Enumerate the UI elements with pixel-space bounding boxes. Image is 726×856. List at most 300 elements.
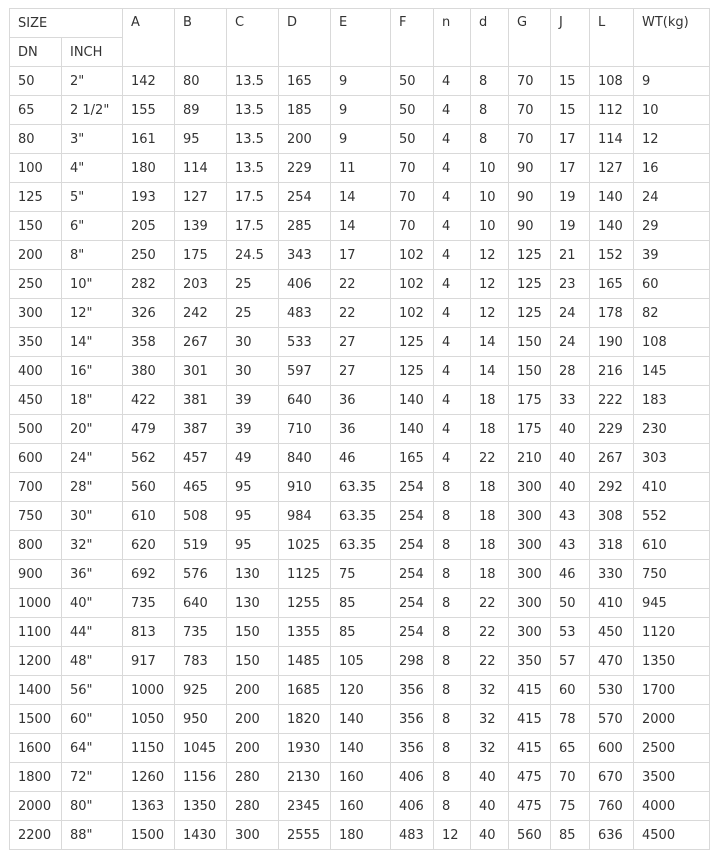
table-cell: 1500 [123, 821, 175, 850]
table-cell: 610 [634, 531, 710, 560]
table-cell: 410 [590, 589, 634, 618]
table-cell: 610 [123, 502, 175, 531]
table-cell: 160 [331, 792, 391, 821]
table-cell: 4 [434, 241, 471, 270]
table-row [10, 734, 710, 763]
table-cell: 1200 [10, 647, 62, 676]
table-cell: 165 [391, 444, 434, 473]
col-header-l: L [590, 9, 634, 67]
table-cell: 19 [551, 183, 590, 212]
table-cell: 108 [590, 67, 634, 96]
table-cell: 620 [123, 531, 175, 560]
table-cell: 552 [634, 502, 710, 531]
table-cell: 70 [391, 154, 434, 183]
table-cell: 65 [551, 734, 590, 763]
table-cell: 22 [331, 299, 391, 328]
table-cell: 16" [62, 357, 123, 386]
table-cell: 64" [62, 734, 123, 763]
table-cell: 308 [590, 502, 634, 531]
table-cell: 2" [62, 67, 123, 96]
table-cell: 32 [471, 676, 509, 705]
table-cell: 10 [471, 183, 509, 212]
table-row [10, 444, 710, 473]
table-cell: 22 [471, 647, 509, 676]
table-cell: 8 [434, 473, 471, 502]
table-cell: 1363 [123, 792, 175, 821]
table-cell: 570 [590, 705, 634, 734]
table-cell: 15 [551, 67, 590, 96]
table-cell: 750 [10, 502, 62, 531]
table-cell: 422 [123, 386, 175, 415]
table-cell: 576 [175, 560, 227, 589]
table-cell: 18 [471, 560, 509, 589]
table-cell: 8 [434, 502, 471, 531]
table-cell: 205 [123, 212, 175, 241]
table-cell: 600 [10, 444, 62, 473]
table-cell: 8 [434, 589, 471, 618]
table-cell: 250 [123, 241, 175, 270]
table-cell: 465 [175, 473, 227, 502]
table-cell: 102 [391, 241, 434, 270]
table-cell: 917 [123, 647, 175, 676]
col-header-n: n [434, 9, 471, 67]
dimension-table [9, 8, 710, 850]
table-cell: 14 [331, 212, 391, 241]
table-cell: 102 [391, 270, 434, 299]
table-cell: 24.5 [227, 241, 279, 270]
table-row [10, 589, 710, 618]
table-cell: 450 [10, 386, 62, 415]
table-cell: 483 [279, 299, 331, 328]
table-cell: 9 [634, 67, 710, 96]
table-cell: 40 [471, 763, 509, 792]
table-cell: 8 [434, 618, 471, 647]
col-header-e: E [331, 9, 391, 67]
table-cell: 9 [331, 96, 391, 125]
size-header: SIZE [10, 9, 123, 38]
table-cell: 40 [551, 415, 590, 444]
table-cell: 125 [509, 299, 551, 328]
col-header-d: D [279, 9, 331, 67]
table-cell: 20" [62, 415, 123, 444]
table-cell: 193 [123, 183, 175, 212]
table-cell: 10 [634, 96, 710, 125]
table-cell: 75 [331, 560, 391, 589]
table-cell: 60 [634, 270, 710, 299]
table-cell: 950 [175, 705, 227, 734]
table-cell: 640 [279, 386, 331, 415]
table-cell: 300 [509, 473, 551, 502]
table-cell: 1100 [10, 618, 62, 647]
table-cell: 285 [279, 212, 331, 241]
table-cell: 39 [227, 386, 279, 415]
table-cell: 72" [62, 763, 123, 792]
table-cell: 24 [551, 328, 590, 357]
col-header-dn: DN [10, 38, 62, 67]
table-row [10, 705, 710, 734]
table-cell: 13.5 [227, 125, 279, 154]
table-cell: 813 [123, 618, 175, 647]
table-cell: 267 [175, 328, 227, 357]
table-cell: 15 [551, 96, 590, 125]
table-cell: 40 [471, 821, 509, 850]
table-cell: 406 [391, 792, 434, 821]
table-cell: 39 [227, 415, 279, 444]
table-cell: 12" [62, 299, 123, 328]
table-cell: 1800 [10, 763, 62, 792]
table-cell: 145 [634, 357, 710, 386]
header-row [10, 9, 710, 38]
table-cell: 203 [175, 270, 227, 299]
table-cell: 12 [634, 125, 710, 154]
table-cell: 43 [551, 531, 590, 560]
table-cell: 216 [590, 357, 634, 386]
table-cell: 8 [434, 647, 471, 676]
table-cell: 39 [634, 241, 710, 270]
table-cell: 53 [551, 618, 590, 647]
table-cell: 500 [10, 415, 62, 444]
table-cell: 406 [279, 270, 331, 299]
table-cell: 130 [227, 589, 279, 618]
table-cell: 70 [509, 67, 551, 96]
table-cell: 925 [175, 676, 227, 705]
table-cell: 80" [62, 792, 123, 821]
table-cell: 50 [391, 96, 434, 125]
table-cell: 14 [331, 183, 391, 212]
table-cell: 125 [10, 183, 62, 212]
table-cell: 1400 [10, 676, 62, 705]
table-cell: 22 [331, 270, 391, 299]
table-cell: 10" [62, 270, 123, 299]
table-row [10, 560, 710, 589]
table-cell: 318 [590, 531, 634, 560]
table-cell: 222 [590, 386, 634, 415]
table-row [10, 357, 710, 386]
table-cell: 102 [391, 299, 434, 328]
table-cell: 155 [123, 96, 175, 125]
table-cell: 1260 [123, 763, 175, 792]
table-cell: 27 [331, 357, 391, 386]
table-cell: 108 [634, 328, 710, 357]
table-cell: 95 [227, 531, 279, 560]
table-cell: 415 [509, 734, 551, 763]
table-cell: 8 [434, 676, 471, 705]
table-cell: 70 [509, 96, 551, 125]
table-cell: 150 [509, 328, 551, 357]
table-cell: 185 [279, 96, 331, 125]
table-cell: 12 [471, 299, 509, 328]
table-cell: 85 [331, 589, 391, 618]
table-cell: 150 [227, 618, 279, 647]
table-cell: 27 [331, 328, 391, 357]
table-cell: 700 [10, 473, 62, 502]
table-cell: 17 [551, 125, 590, 154]
col-header-c: C [227, 9, 279, 67]
table-cell: 1350 [175, 792, 227, 821]
table-cell: 300 [10, 299, 62, 328]
col-header-inch: INCH [62, 38, 123, 67]
table-cell: 95 [175, 125, 227, 154]
table-row [10, 212, 710, 241]
table-cell: 175 [509, 415, 551, 444]
table-cell: 254 [279, 183, 331, 212]
table-cell: 17 [331, 241, 391, 270]
table-cell: 282 [123, 270, 175, 299]
table-cell: 200 [227, 705, 279, 734]
table-cell: 200 [227, 676, 279, 705]
table-cell: 1025 [279, 531, 331, 560]
table-cell: 6" [62, 212, 123, 241]
table-cell: 4 [434, 415, 471, 444]
table-cell: 326 [123, 299, 175, 328]
table-cell: 14 [471, 357, 509, 386]
table-cell: 12 [434, 821, 471, 850]
table-cell: 1600 [10, 734, 62, 763]
table-cell: 300 [509, 531, 551, 560]
table-cell: 200 [10, 241, 62, 270]
col-header-j: J [551, 9, 590, 67]
table-cell: 1820 [279, 705, 331, 734]
table-cell: 457 [175, 444, 227, 473]
table-cell: 125 [391, 328, 434, 357]
table-cell: 597 [279, 357, 331, 386]
table-cell: 100 [10, 154, 62, 183]
table-cell: 23 [551, 270, 590, 299]
table-cell: 2500 [634, 734, 710, 763]
table-cell: 18 [471, 531, 509, 560]
table-cell: 33 [551, 386, 590, 415]
table-cell: 4 [434, 386, 471, 415]
table-cell: 50 [551, 589, 590, 618]
table-cell: 25 [227, 270, 279, 299]
table-cell: 2345 [279, 792, 331, 821]
table-cell: 17 [551, 154, 590, 183]
table-cell: 140 [331, 705, 391, 734]
table-cell: 8 [434, 734, 471, 763]
table-cell: 380 [123, 357, 175, 386]
table-cell: 140 [331, 734, 391, 763]
table-cell: 36 [331, 386, 391, 415]
table-cell: 945 [634, 589, 710, 618]
table-cell: 8 [471, 125, 509, 154]
table-cell: 85 [331, 618, 391, 647]
table-cell: 4 [434, 212, 471, 241]
table-cell: 415 [509, 705, 551, 734]
table-cell: 18 [471, 502, 509, 531]
table-row [10, 154, 710, 183]
table-cell: 114 [590, 125, 634, 154]
table-cell: 735 [123, 589, 175, 618]
table-cell: 2555 [279, 821, 331, 850]
table-cell: 16 [634, 154, 710, 183]
table-cell: 127 [175, 183, 227, 212]
table-cell: 8 [471, 67, 509, 96]
table-cell: 63.35 [331, 531, 391, 560]
table-cell: 80 [175, 67, 227, 96]
table-cell: 1120 [634, 618, 710, 647]
table-cell: 242 [175, 299, 227, 328]
table-cell: 63.35 [331, 473, 391, 502]
table-cell: 160 [331, 763, 391, 792]
table-row [10, 125, 710, 154]
table-cell: 298 [391, 647, 434, 676]
table-cell: 36 [331, 415, 391, 444]
table-cell: 562 [123, 444, 175, 473]
table-cell: 24 [551, 299, 590, 328]
table-cell: 350 [10, 328, 62, 357]
table-cell: 210 [509, 444, 551, 473]
table-cell: 250 [10, 270, 62, 299]
table-cell: 1000 [10, 589, 62, 618]
table-cell: 49 [227, 444, 279, 473]
table-cell: 142 [123, 67, 175, 96]
table-cell: 21 [551, 241, 590, 270]
table-row [10, 328, 710, 357]
table-row [10, 618, 710, 647]
table-cell: 200 [279, 125, 331, 154]
table-cell: 1125 [279, 560, 331, 589]
table-cell: 140 [391, 386, 434, 415]
table-cell: 140 [590, 183, 634, 212]
table-cell: 254 [391, 531, 434, 560]
table-cell: 4 [434, 125, 471, 154]
table-cell: 70 [509, 125, 551, 154]
table-cell: 3500 [634, 763, 710, 792]
table-cell: 984 [279, 502, 331, 531]
table-cell: 406 [391, 763, 434, 792]
table-cell: 1700 [634, 676, 710, 705]
table-cell: 280 [227, 792, 279, 821]
table-cell: 8 [434, 531, 471, 560]
table-cell: 229 [590, 415, 634, 444]
table-row [10, 792, 710, 821]
table-cell: 692 [123, 560, 175, 589]
table-cell: 8 [434, 560, 471, 589]
table-row [10, 241, 710, 270]
table-cell: 40 [551, 444, 590, 473]
table-cell: 90 [509, 183, 551, 212]
table-cell: 32 [471, 734, 509, 763]
table-cell: 900 [10, 560, 62, 589]
table-cell: 178 [590, 299, 634, 328]
table-cell: 670 [590, 763, 634, 792]
table-cell: 356 [391, 734, 434, 763]
table-cell: 8 [434, 792, 471, 821]
table-cell: 175 [509, 386, 551, 415]
table-cell: 5" [62, 183, 123, 212]
table-cell: 46 [331, 444, 391, 473]
table-cell: 475 [509, 763, 551, 792]
table-cell: 254 [391, 502, 434, 531]
table-cell: 760 [590, 792, 634, 821]
table-cell: 50 [391, 125, 434, 154]
table-cell: 63.35 [331, 502, 391, 531]
table-cell: 88" [62, 821, 123, 850]
table-cell: 10 [471, 212, 509, 241]
table-cell: 82 [634, 299, 710, 328]
table-cell: 95 [227, 473, 279, 502]
table-cell: 254 [391, 560, 434, 589]
table-cell: 10 [471, 154, 509, 183]
table-cell: 150 [10, 212, 62, 241]
table-cell: 300 [227, 821, 279, 850]
table-cell: 303 [634, 444, 710, 473]
table-cell: 8" [62, 241, 123, 270]
table-cell: 519 [175, 531, 227, 560]
table-cell: 2 1/2" [62, 96, 123, 125]
table-cell: 300 [509, 560, 551, 589]
table-cell: 140 [391, 415, 434, 444]
table-cell: 783 [175, 647, 227, 676]
table-cell: 22 [471, 618, 509, 647]
col-header-b: B [175, 9, 227, 67]
table-cell: 1930 [279, 734, 331, 763]
table-cell: 640 [175, 589, 227, 618]
table-cell: 125 [509, 270, 551, 299]
table-cell: 13.5 [227, 67, 279, 96]
table-cell: 3" [62, 125, 123, 154]
table-cell: 1500 [10, 705, 62, 734]
table-cell: 300 [509, 618, 551, 647]
table-cell: 17.5 [227, 212, 279, 241]
table-cell: 4 [434, 328, 471, 357]
table-cell: 230 [634, 415, 710, 444]
table-cell: 300 [509, 589, 551, 618]
table-cell: 105 [331, 647, 391, 676]
col-header-weight: WT(kg) [634, 9, 710, 67]
table-cell: 150 [227, 647, 279, 676]
table-row [10, 763, 710, 792]
table-cell: 358 [123, 328, 175, 357]
table-cell: 40" [62, 589, 123, 618]
table-cell: 152 [590, 241, 634, 270]
table-cell: 30 [227, 328, 279, 357]
table-cell: 840 [279, 444, 331, 473]
table-cell: 18 [471, 386, 509, 415]
table-row [10, 647, 710, 676]
table-cell: 2000 [634, 705, 710, 734]
table-row [10, 386, 710, 415]
table-cell: 450 [590, 618, 634, 647]
table-cell: 1350 [634, 647, 710, 676]
table-cell: 44" [62, 618, 123, 647]
table-cell: 560 [123, 473, 175, 502]
table-cell: 112 [590, 96, 634, 125]
table-cell: 150 [509, 357, 551, 386]
table-cell: 180 [331, 821, 391, 850]
table-cell: 600 [590, 734, 634, 763]
table-cell: 4 [434, 270, 471, 299]
table-cell: 8 [434, 705, 471, 734]
table-cell: 50 [10, 67, 62, 96]
table-cell: 301 [175, 357, 227, 386]
table-cell: 4 [434, 154, 471, 183]
table-cell: 343 [279, 241, 331, 270]
table-cell: 9 [331, 67, 391, 96]
table-cell: 533 [279, 328, 331, 357]
table-cell: 254 [391, 618, 434, 647]
table-cell: 18 [471, 415, 509, 444]
table-cell: 1255 [279, 589, 331, 618]
table-cell: 140 [590, 212, 634, 241]
table-cell: 483 [391, 821, 434, 850]
table-cell: 1156 [175, 763, 227, 792]
table-cell: 30" [62, 502, 123, 531]
table-cell: 125 [391, 357, 434, 386]
col-header-a: A [123, 9, 175, 67]
table-cell: 11 [331, 154, 391, 183]
table-cell: 4500 [634, 821, 710, 850]
